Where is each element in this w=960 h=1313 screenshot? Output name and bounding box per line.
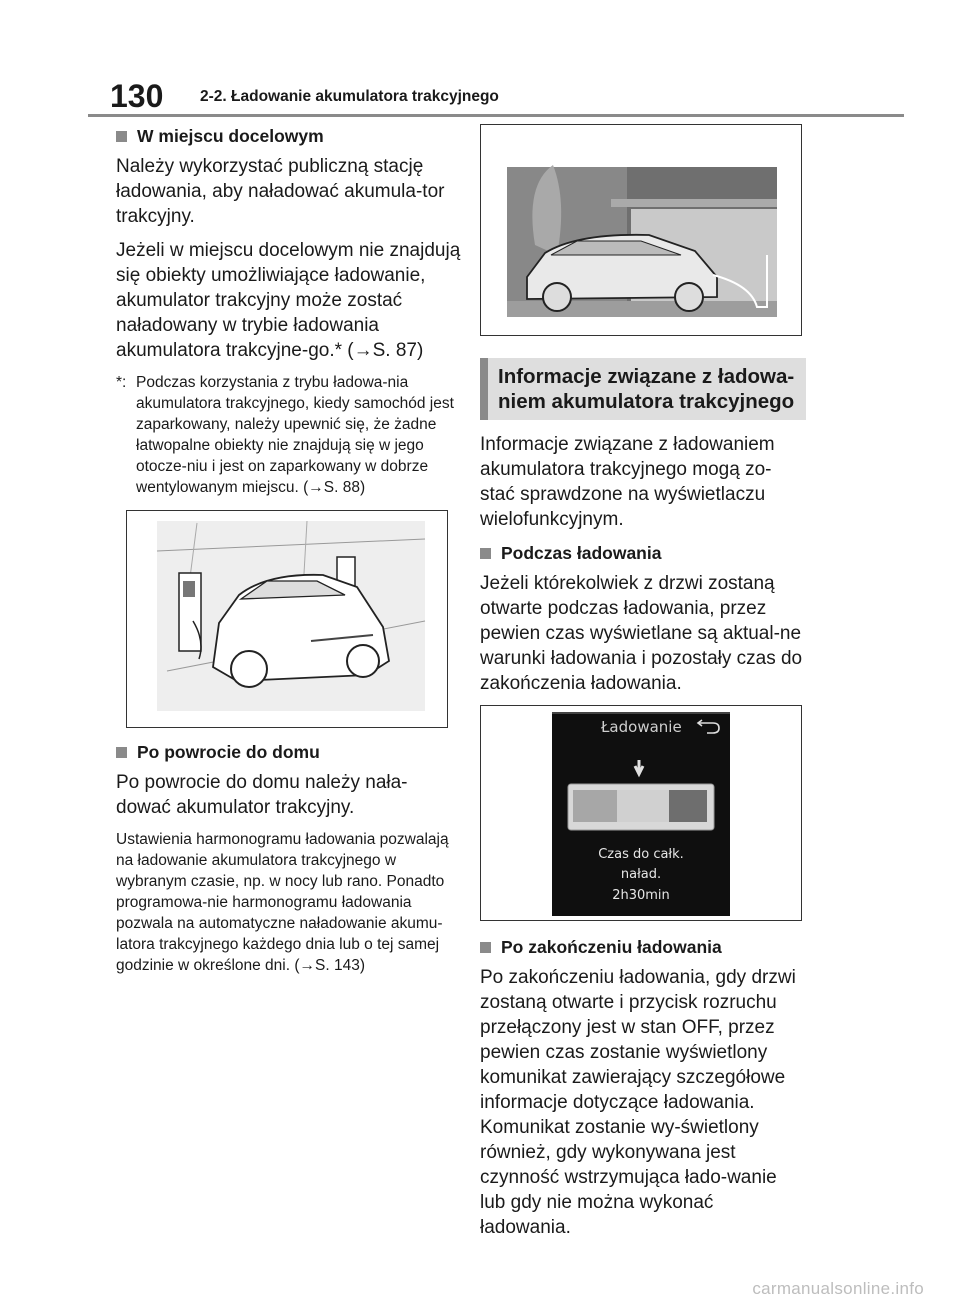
body-paragraph: Po powrocie do domu należy nała-dować akumulator trakcyjny.	[116, 772, 408, 818]
square-bullet-icon	[480, 548, 491, 559]
chapter-title: 2-2. Ładowanie akumulatora trakcyjnego	[200, 88, 499, 105]
display-line: 2h30min	[612, 888, 670, 903]
section-heading: W miejscu docelowym	[116, 124, 462, 148]
body-paragraph-small: Ustawienia harmonogramu ładowania pozwalają na ładowanie akumulatora trakcyjnego w wybranym czasie, np. w nocy lub rano. Ponadto programowa-nie harmonogramu ładowania pozwala na automatyczne naładowanie akumu-latora trakcyjnego każdego dnia lub o tej samej godzinie w określone dni. (→S. 143)	[116, 831, 449, 974]
footnote: *: Podczas korzystania z trybu ładowa-nia akumulatora trakcyjnego, kiedy samochód jest zaparkowany, należy upewnić się, że żadne łatwopalne obiekty nie znajdują się w jego otocze-niu i jest on zaparkowany w dobrze wentylowanym miejscu. (→S. 88)	[116, 374, 454, 496]
section-heading: Po zakończeniu ładowania	[480, 935, 806, 959]
body-paragraph: Jeżeli w miejscu docelowym nie znajdują się obiekty umożliwiające ładowanie, akumulator trakcyjny może zostać naładowany w trybie ładowania akumulatora trakcyjne-go.* (→S. 87)	[116, 240, 461, 361]
square-bullet-icon	[116, 747, 127, 758]
info-box	[480, 358, 806, 420]
public-charging-illustration	[126, 510, 448, 728]
body-paragraph: Po zakończeniu ładowania, gdy drzwi zostaną otwarte i przycisk rozruchu przełączony jest w stan OFF, przez pewien czas zostanie wyświetlony komunikat zawierający szczegółowe informacje dotyczące ładowania. Komunikat zostanie wy-świetlony również, gdy wykonywana jest czynność wstrzymująca łado-wanie lub gdy nie można wykonać ładowania.	[480, 967, 796, 1238]
info-box-title: niem akumulatora trakcyjnego	[498, 390, 795, 413]
display-illustration	[480, 705, 802, 921]
page-number: 130	[110, 78, 164, 114]
display-line: naład.	[620, 867, 662, 882]
right-column	[480, 124, 806, 1249]
home-charging-illustration	[480, 124, 802, 336]
body-paragraph: Jeżeli którekolwiek z drzwi zostaną otwarte podczas ładowania, przez pewien czas wyświetlane są aktual-ne warunki ładowania i pozostały czas do zakończenia ładowania.	[480, 573, 803, 694]
display-line: Czas do całk.	[598, 847, 684, 862]
info-box-title: Informacje związane z ładowa-	[498, 365, 795, 388]
page-header	[88, 78, 904, 116]
body-paragraph: Informacje związane z ładowaniem akumulatora trakcyjnego mogą zo-stać sprawdzone na wyświetlaczu wielofunkcyjnym.	[480, 434, 775, 530]
watermark: carmanualsonline.info	[752, 1279, 924, 1298]
display-title: Ładowanie	[601, 718, 682, 736]
body-paragraph: Należy wykorzystać publiczną stację ładowania, aby naładować akumula-tor trakcyjny.	[116, 156, 445, 227]
section-heading: Podczas ładowania	[480, 541, 806, 565]
left-column	[116, 124, 462, 985]
header-rule	[88, 114, 904, 117]
section-heading: Po powrocie do domu	[116, 740, 462, 764]
square-bullet-icon	[116, 131, 127, 142]
square-bullet-icon	[480, 942, 491, 953]
